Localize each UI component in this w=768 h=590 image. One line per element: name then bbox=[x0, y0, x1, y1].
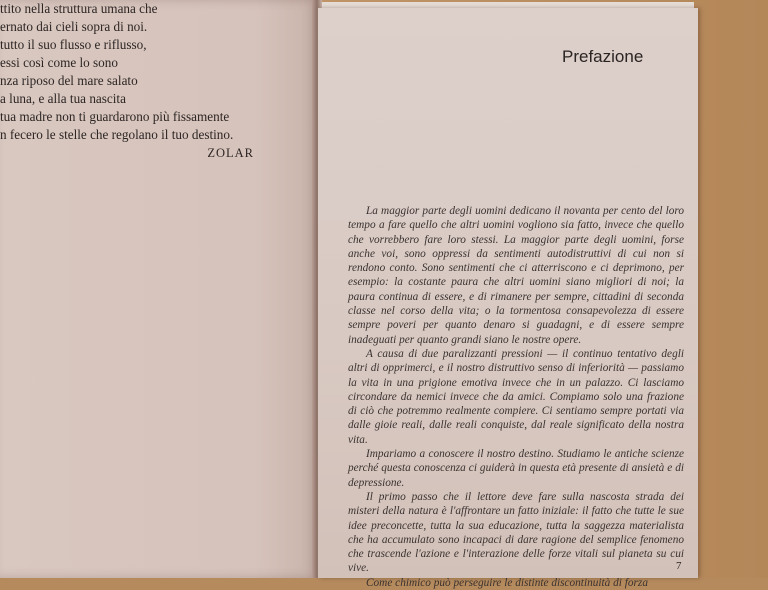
poem-line: ttito nella struttura umana che bbox=[0, 1, 158, 16]
poem-line: tua madre non ti guardarono più fissamente bbox=[0, 109, 230, 124]
left-page bbox=[0, 0, 318, 578]
paragraph: A causa di due paralizzanti pressioni — il continuo tentativo degli altri di opprimerci, e il nostro distruttivo senso di inferiorità — passiamo la vita in una prigione emotiva invece che in un palazzo. Ci lasciamo circondare da nemici invece che da amici. Compiamo solo una frazione di ciò che potremmo realmente compiere. Ci sentiamo sempre portati via dalle gioie reali, dalle reali conquiste, dal reale significato della nostra vita. bbox=[348, 347, 684, 446]
poem-line: n fecero le stelle che regolano il tuo destino. bbox=[0, 127, 234, 142]
paragraph: Come chimico può perseguire le distinte discontinuità di forza bbox=[366, 576, 648, 589]
paragraph: Impariamo a conoscere il nostro destino. Studiamo le antiche scienze perché questa conoscenza ci guiderà in questa età presente di ansietà e di depressione. bbox=[348, 448, 684, 489]
poem-line: tutto il suo flusso e riflusso, bbox=[0, 37, 147, 52]
poem-line: ernato dai cieli sopra di noi. bbox=[0, 19, 148, 34]
poem-line: essi così come lo sono bbox=[0, 55, 118, 70]
poem-author: ZOLAR bbox=[207, 146, 254, 160]
poem-line: a luna, e alla tua nascita bbox=[0, 91, 126, 106]
page-number: 7 bbox=[676, 560, 682, 572]
preface-body bbox=[348, 204, 684, 590]
paragraph: Il primo passo che il lettore deve fare sulla nascosta strada dei misteri della natura è l'affrontare un fatto iniziale: il fatto che tutte le sue idee preconcette, tutta la sua educazione, tutta la saggezza materialista che ha accumulato sono incapaci di dare ragione del semplice fenomeno che trascende l'azione e l'interazione delle forze vitali sul pianeta su cui vive. bbox=[348, 490, 684, 575]
chapter-heading: Prefazione bbox=[562, 47, 644, 66]
poem-line: nza riposo del mare salato bbox=[0, 73, 138, 88]
paragraph: La maggior parte degli uomini dedicano il novanta per cento del loro tempo a fare quello che altri uomini vogliono sia fatto, invece che quello che vorrebbero fare loro stessi. La maggior parte degli uomini, forse anche voi, sono oppressi da sentimenti autodistruttivi di cui non si rendono conto. Sono sentimenti che ci atterriscono e ci deprimono, per esempio: la costante paura che altri uomini siano migliori di noi; la paura continua di essere, e di rimanere per sempre, cittadini di seconda classe nel corso della vita; o la tormentosa consapevolezza di essere sempre poveri per quanto denaro si guadagni, e di essere sempre inadeguati per quanto grandi siano le nostre opere. bbox=[348, 205, 684, 346]
poem bbox=[0, 0, 254, 162]
